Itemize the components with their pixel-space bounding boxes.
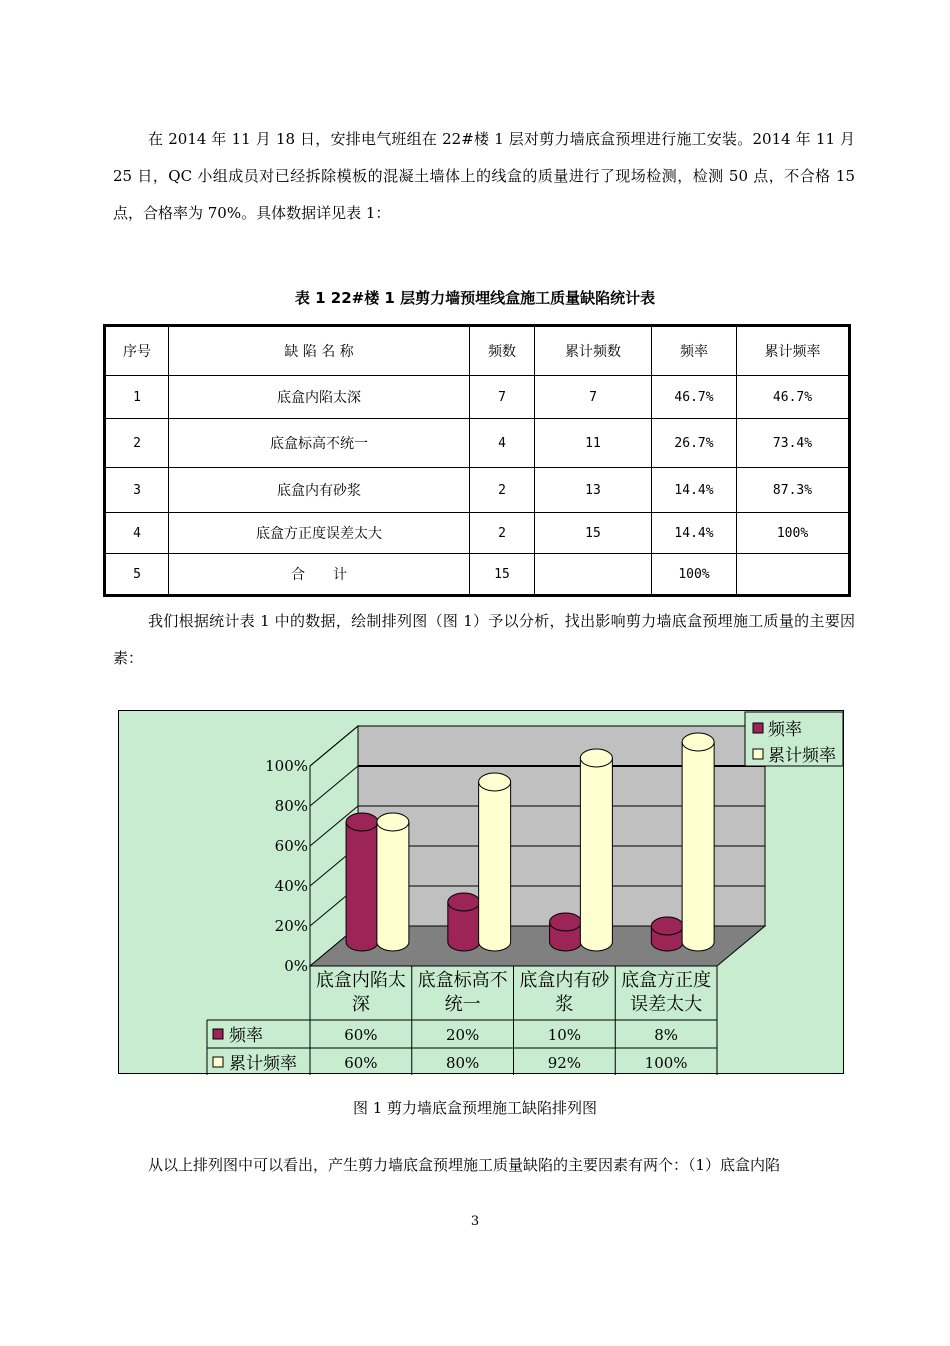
x-category-label: 浆	[555, 994, 574, 1015]
table-row	[105, 513, 850, 554]
cell-index: 1	[105, 376, 169, 419]
x-category-label: 底盒标高不	[417, 970, 508, 991]
cell-rate: 14.4%	[652, 513, 737, 554]
pareto-chart-svg	[119, 711, 845, 1075]
header-cumulative-frequency: 累计频数	[535, 326, 652, 376]
bar-series-1	[346, 822, 378, 951]
table-series-name: 累计频率	[229, 1054, 297, 1074]
data-label: 10%	[547, 1026, 582, 1044]
cell-index: 5	[105, 554, 169, 596]
y-tick-label: 80%	[274, 797, 308, 815]
bar-series-2	[580, 758, 612, 951]
table-total-row	[105, 554, 850, 596]
table-legend-key	[213, 1029, 223, 1039]
cell-cumulative-frequency	[535, 554, 652, 596]
y-tick-label: 100%	[265, 757, 308, 775]
cell-frequency: 4	[470, 419, 535, 468]
table-row	[105, 419, 850, 468]
cell-rate: 14.4%	[652, 468, 737, 513]
y-tick-label: 0%	[284, 957, 308, 975]
data-label: 60%	[344, 1054, 378, 1072]
bar-series-1-top	[448, 893, 480, 911]
analysis-paragraph: 我们根据统计表 1 中的数据，绘制排列图（图 1）予以分析，找出影响剪力墙底盒预埋施工质量的主要因素：	[113, 612, 855, 667]
cell-defect-name: 底盒标高不统一	[169, 419, 470, 468]
bar-series-2-top	[377, 813, 409, 831]
cell-cumulative-rate: 73.4%	[737, 419, 850, 468]
bar-series-2	[479, 782, 511, 951]
x-category-label: 底盒内陷太	[315, 970, 406, 991]
header-cumulative-rate: 累计频率	[737, 326, 850, 376]
page-number: 3	[470, 1214, 480, 1229]
legend-key	[753, 749, 763, 759]
pareto-chart	[118, 710, 844, 1074]
table-header-row	[105, 326, 850, 376]
header-defect-name: 缺 陷 名 称	[169, 326, 470, 376]
data-label: 80%	[445, 1054, 480, 1072]
header-rate: 频率	[652, 326, 737, 376]
legend-label: 频率	[768, 720, 802, 740]
cell-frequency: 2	[470, 513, 535, 554]
cell-defect-name: 底盒方正度误差太大	[169, 513, 470, 554]
y-tick-label: 20%	[274, 917, 308, 935]
table-series-name: 频率	[229, 1026, 263, 1046]
cell-rate: 100%	[652, 554, 737, 596]
table-row	[105, 468, 850, 513]
bar-series-1-top	[550, 913, 582, 931]
intro-paragraph: 在 2014 年 11 月 18 日，安排电气班组在 22#楼 1 层对剪力墙底盒预埋进行施工安装。2014 年 11 月 25 日，QC 小组成员对已经拆除模板的混凝土墙体上的线盒的质量进行了现场检测，检测 50 点，不合格 15 点，合格率为 70%。具体数据详见表 1：	[113, 130, 855, 222]
header-index: 序号	[105, 326, 169, 376]
cell-index: 3	[105, 468, 169, 513]
bar-series-1-top	[651, 917, 683, 935]
defect-statistics-table	[103, 324, 851, 597]
data-label: 20%	[445, 1026, 480, 1044]
data-label: 92%	[547, 1054, 582, 1072]
bar-series-2-top	[479, 773, 511, 791]
cell-cumulative-frequency: 13	[535, 468, 652, 513]
conclusion-paragraph: 从以上排列图中可以看出，产生剪力墙底盒预埋施工质量缺陷的主要因素有两个：（1）底盒内陷	[148, 1156, 781, 1174]
y-tick-label: 40%	[274, 877, 308, 895]
data-label: 100%	[644, 1054, 688, 1072]
cell-frequency: 15	[470, 554, 535, 596]
figure-caption: 图 1 剪力墙底盒预埋施工缺陷排列图	[352, 1099, 598, 1117]
data-label: 60%	[344, 1026, 378, 1044]
table-legend-key	[213, 1057, 223, 1067]
cell-total-label: 合 计	[169, 554, 470, 596]
cell-cumulative-rate: 46.7%	[737, 376, 850, 419]
table-row	[105, 376, 850, 419]
cell-cumulative-rate: 100%	[737, 513, 850, 554]
legend-label: 累计频率	[768, 746, 836, 766]
cell-cumulative-rate	[737, 554, 850, 596]
x-category-label: 统一	[444, 994, 481, 1015]
x-category-label: 底盒内有砂	[519, 970, 610, 991]
cell-cumulative-frequency: 15	[535, 513, 652, 554]
bar-series-2	[682, 742, 714, 951]
cell-index: 4	[105, 513, 169, 554]
cell-defect-name: 底盒内陷太深	[169, 376, 470, 419]
x-category-label: 误差太大	[630, 994, 703, 1015]
cell-rate: 26.7%	[652, 419, 737, 468]
bar-series-2-top	[682, 733, 714, 751]
cell-cumulative-frequency: 11	[535, 419, 652, 468]
x-category-label: 深	[351, 994, 370, 1015]
cell-frequency: 2	[470, 468, 535, 513]
table-caption: 表 1 22#楼 1 层剪力墙预埋线盒施工质量缺陷统计表	[294, 289, 656, 307]
bar-series-2-top	[580, 749, 612, 767]
cell-defect-name: 底盒内有砂浆	[169, 468, 470, 513]
data-label: 8%	[654, 1026, 679, 1044]
x-category-label: 底盒方正度	[621, 970, 712, 991]
cell-cumulative-frequency: 7	[535, 376, 652, 419]
cell-index: 2	[105, 419, 169, 468]
bar-series-2	[377, 822, 409, 951]
legend-key	[753, 723, 763, 733]
cell-rate: 46.7%	[652, 376, 737, 419]
header-frequency: 频数	[470, 326, 535, 376]
bar-series-1-top	[346, 813, 378, 831]
y-tick-label: 60%	[274, 837, 308, 855]
cell-cumulative-rate: 87.3%	[737, 468, 850, 513]
cell-frequency: 7	[470, 376, 535, 419]
